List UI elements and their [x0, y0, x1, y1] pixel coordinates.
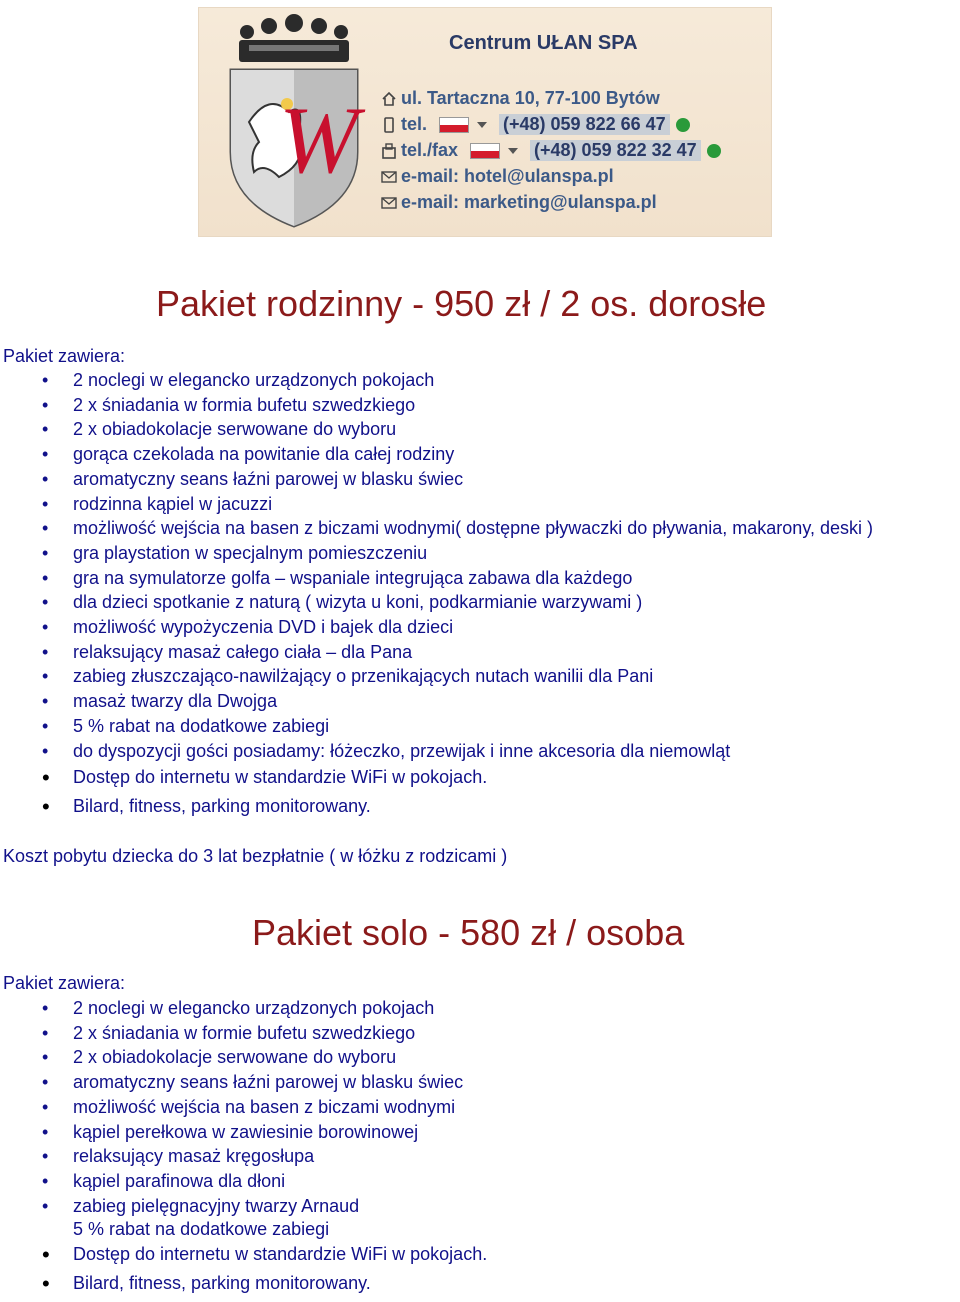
call-icon[interactable]	[707, 144, 721, 158]
list-item-wifi: • Dostęp do internetu w standardzie WiFi w pokojach.	[0, 1240, 487, 1269]
list-item: • aromatyczny seans łaźni parowej w blasku świec	[0, 467, 960, 492]
list-item: • dla dzieci spotkanie z naturą ( wizyta u koni, podkarmianie warzywami )	[0, 590, 960, 615]
phone-row	[381, 114, 690, 135]
solo-package-title: Pakiet solo - 580 zł / osoba	[252, 912, 685, 953]
list-item: • kąpiel perełkowa w zawiesinie borowinowej	[0, 1120, 487, 1145]
phone-number[interactable]: (+48) 059 822 66 47	[499, 114, 670, 135]
list-item: • 2 noclegi w elegancko urządzonych pokojach	[0, 368, 960, 393]
list-item-amenities: • Bilard, fitness, parking monitorowany.	[0, 1269, 487, 1298]
list-item: • 2 x śniadania w formia bufetu szwedzkiego	[0, 393, 960, 418]
email-hotel-link[interactable]: e-mail: hotel@ulanspa.pl	[401, 166, 614, 186]
list-item: • 2 x śniadania w formie bufetu szwedzkiego	[0, 1021, 487, 1046]
poland-flag-icon	[470, 143, 500, 159]
envelope-icon	[381, 195, 397, 211]
envelope-icon	[381, 169, 397, 185]
chevron-down-icon	[477, 122, 487, 128]
list-item: • kąpiel parafinowa dla dłoni	[0, 1169, 487, 1194]
list-item: • 2 x obiadokolacje serwowane do wyboru	[0, 417, 960, 442]
list-item-wifi: • Dostęp do internetu w standardzie WiFi w pokojach.	[0, 763, 960, 792]
fax-row	[381, 140, 721, 161]
list-item: • gra playstation w specjalnym pomieszczeniu	[0, 541, 960, 566]
spa-name: Centrum UŁAN SPA	[449, 32, 638, 54]
list-item: • rodzinna kąpiel w jacuzzi	[0, 492, 960, 517]
email-row-1	[381, 166, 614, 187]
list-item: • zabieg złuszczająco-nawilżający o przenikających nutach wanilii dla Pani	[0, 664, 960, 689]
list-item: • możliwość wejścia na basen z biczami wodnymi	[0, 1095, 487, 1120]
hotel-header-banner	[198, 7, 772, 237]
list-item: • 2 noclegi w elegancko urządzonych pokojach	[0, 996, 487, 1021]
list-item: • 2 x obiadokolacje serwowane do wyboru	[0, 1045, 487, 1070]
poland-flag-icon	[439, 117, 469, 133]
home-icon	[381, 91, 397, 107]
family-intro-label: Pakiet zawiera:	[3, 346, 126, 366]
phone-label: tel.	[401, 114, 428, 134]
solo-items-list	[0, 996, 487, 1298]
mobile-phone-icon	[381, 117, 397, 133]
address-row	[381, 88, 660, 109]
email-marketing-link[interactable]: e-mail: marketing@ulanspa.pl	[401, 192, 657, 212]
fax-label: tel./fax	[401, 140, 459, 160]
list-item: 5 % rabat na dodatkowe zabiegi	[73, 1219, 330, 1240]
chevron-down-icon	[508, 148, 518, 154]
address-text: ul. Tartaczna 10, 77-100 Bytów	[401, 88, 660, 108]
list-item: • 5 % rabat na dodatkowe zabiegi	[0, 714, 960, 739]
list-item: • gorąca czekolada na powitanie dla całej rodziny	[0, 442, 960, 467]
email-row-2	[381, 192, 657, 213]
list-item: • masaż twarzy dla Dwojga	[0, 689, 960, 714]
list-item: • do dyspozycji gości posiadamy: łóżeczko, przewijak i inne akcesoria dla niemowląt	[0, 739, 960, 764]
fax-icon	[381, 143, 397, 159]
family-items-list	[0, 368, 960, 821]
list-item-amenities: • Bilard, fitness, parking monitorowany.	[0, 792, 960, 821]
list-item: • relaksujący masaż całego ciała – dla Pana	[0, 640, 960, 665]
list-item: • relaksujący masaż kręgosłupa	[0, 1144, 487, 1169]
list-item: • możliwość wypożyczenia DVD i bajek dla dzieci	[0, 615, 960, 640]
list-item: • możliwość wejścia na basen z biczami wodnymi( dostępne pływaczki do pływania, makarony, deski )	[0, 516, 960, 541]
list-item: • aromatyczny seans łaźni parowej w blasku świec	[0, 1070, 487, 1095]
child-cost-note: Koszt pobytu dziecka do 3 lat bezpłatnie ( w łóżku z rodzicami )	[3, 846, 508, 866]
list-item: • gra na symulatorze golfa – wspaniale integrująca zabawa dla każdego	[0, 566, 960, 591]
list-item: • zabieg pielęgnacyjny twarzy Arnaud	[0, 1194, 487, 1219]
solo-intro-label: Pakiet zawiera:	[3, 973, 126, 993]
fax-number[interactable]: (+48) 059 822 32 47	[530, 140, 701, 161]
hotel-crest-logo	[209, 12, 379, 230]
svg-text:W: W	[279, 87, 359, 193]
family-package-title: Pakiet rodzinny - 950 zł / 2 os. dorosłe	[156, 283, 767, 324]
call-icon[interactable]	[676, 118, 690, 132]
